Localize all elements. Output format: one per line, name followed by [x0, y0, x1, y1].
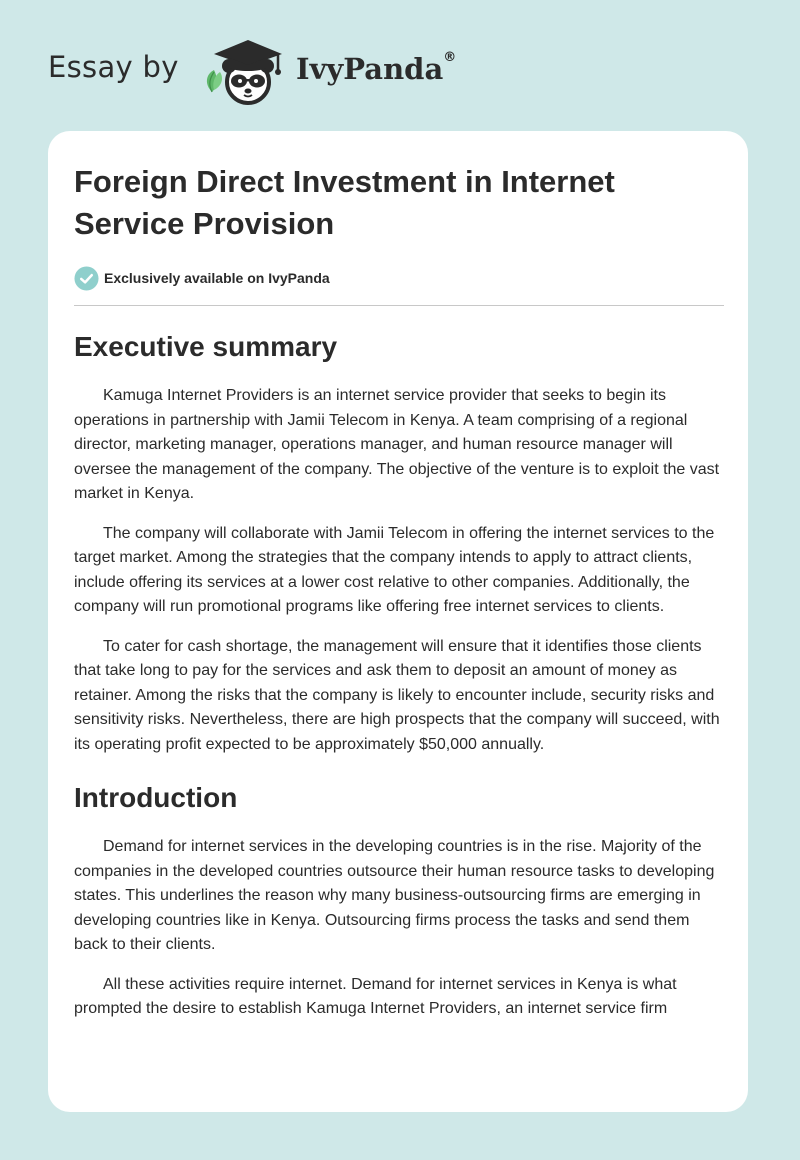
panda-graduate-icon[interactable] — [200, 36, 296, 108]
brand-name: IvyPanda — [296, 52, 444, 86]
section-executive-summary — [74, 330, 724, 757]
section-heading: Executive summary — [74, 331, 338, 362]
essay-by-label: Essay by — [48, 50, 179, 84]
paragraph: Demand for internet services in the developing countries is in the rise. Majority of the companies in the developed countries outsource their human resource tasks to developing states. This underlines the reason why many business-outsourcing firms are emerging in developing countries like in Kenya. Outsourcing firms process the tasks and send them back to their clients. — [74, 838, 715, 953]
registered-mark: ® — [443, 50, 457, 65]
exclusive-label: Exclusively available on IvyPanda — [104, 270, 330, 286]
site-header — [0, 0, 800, 130]
essay-title: Foreign Direct Investment in Internet Service Provision — [74, 164, 615, 241]
brand-logo-text[interactable] — [296, 52, 456, 86]
paragraph: All these activities require internet. Demand for internet services in Kenya is what prompted the desire to establish Kamuga Internet Providers, an internet service firm — [74, 975, 677, 1017]
title-divider — [74, 305, 724, 306]
essay-card — [48, 131, 748, 1112]
section-introduction — [74, 781, 724, 1022]
paragraph: To cater for cash shortage, the management will ensure that it identifies those clients that take long to pay for the services and ask them to deposit an amount of money as retainer. Among the risks that the company is likely to encounter include, security risks and sensitivity risks. Nevertheless, there are high prospects that the company will succeed, with its operating profit expected to be approximately $50,000 annually. — [74, 637, 720, 753]
check-circle-icon — [74, 266, 99, 291]
paragraph: The company will collaborate with Jamii Telecom in offering the internet services to the target market. Among the strategies that the company intends to apply to attract clients, include offering its services at a lower cost relative to other companies. Additionally, the company will run promotional programs like offering free internet services to clients. — [74, 524, 715, 615]
essay-content — [74, 161, 724, 1037]
exclusive-badge — [74, 265, 724, 291]
section-heading: Introduction — [74, 782, 238, 813]
paragraph: Kamuga Internet Providers is an internet service provider that seeks to begin its operations in partnership with Jamii Telecom in Kenya. A team comprising of a regional director, marketing manager, operations manager, and human resource manager will oversee the management of the company. The objective of the venture is to exploit the vast market in Kenya. — [74, 387, 720, 502]
